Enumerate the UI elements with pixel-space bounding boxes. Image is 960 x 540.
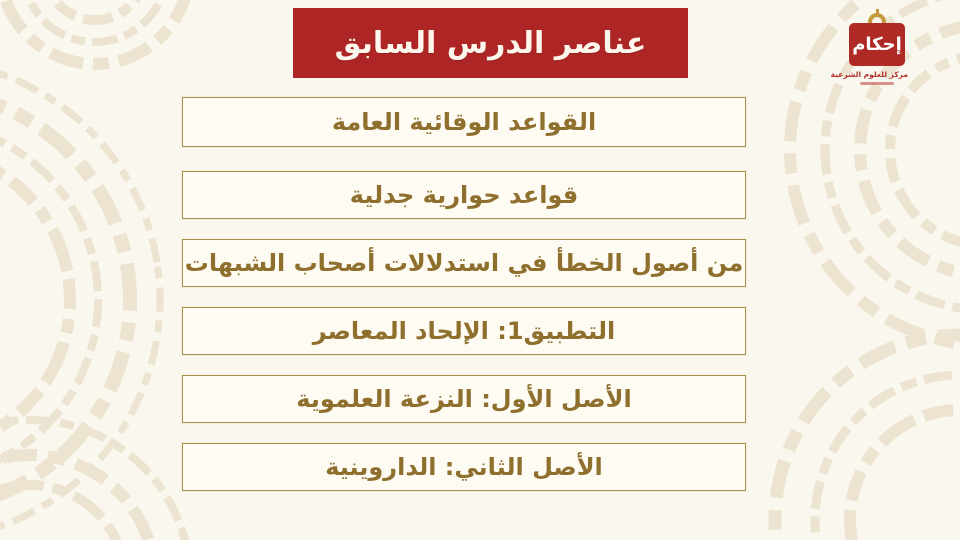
ihkam-logo <box>830 13 908 85</box>
lesson-item-box-3 <box>182 239 746 287</box>
lesson-item-label: من أصول الخطأ في استدلالات أصحاب الشبهات <box>184 249 744 277</box>
slide-title: عناصر الدرس السابق <box>334 25 647 61</box>
logo-mark <box>849 23 905 66</box>
lesson-item-label: الأصل الثاني: الداروينية <box>325 453 603 481</box>
logo-wordmark: إحكام <box>852 34 902 55</box>
lesson-item-label: التطبيق1: الإلحاد المعاصر <box>312 317 616 345</box>
lesson-item-box-5 <box>182 375 746 423</box>
lesson-item-box-2 <box>182 171 746 219</box>
lesson-item-label: الأصل الأول: النزعة العلموية <box>296 385 632 413</box>
slide-title-banner <box>293 8 688 78</box>
logo-fineprint <box>860 82 894 85</box>
lesson-item-label: قواعد حوارية جدلية <box>349 181 579 209</box>
dome-icon <box>868 13 886 23</box>
lesson-item-box-4 <box>182 307 746 355</box>
lesson-item-box-6 <box>182 443 746 491</box>
lesson-item-label: القواعد الوقائية العامة <box>331 108 597 136</box>
logo-tagline: مركز للعلوم الشرعية <box>830 70 908 79</box>
lesson-item-box-1 <box>182 97 746 147</box>
